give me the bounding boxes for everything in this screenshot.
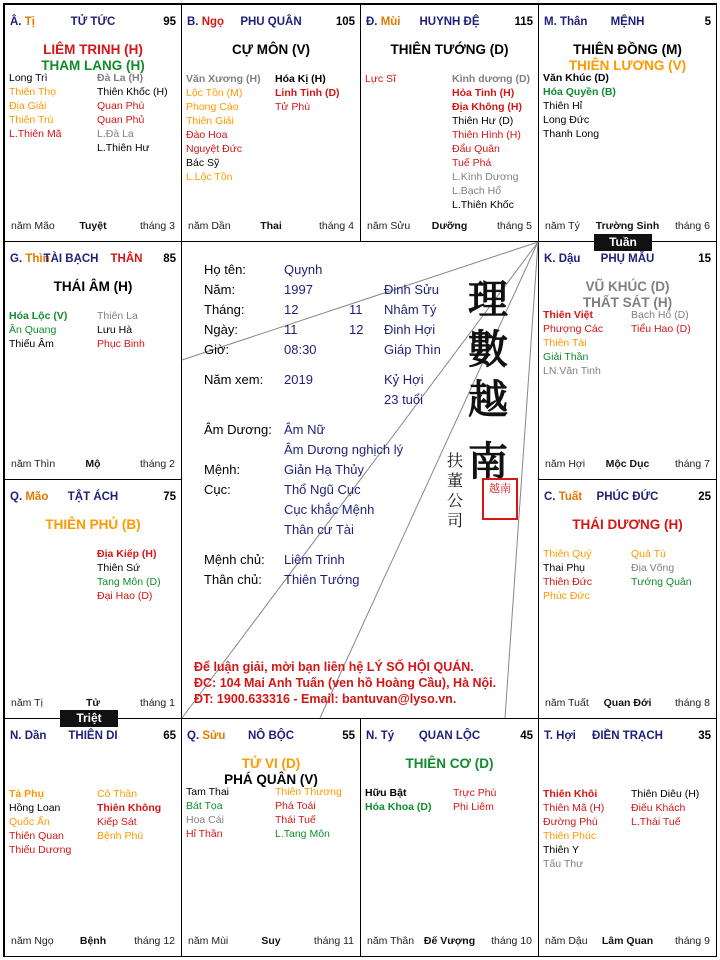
main-star: THÁI ÂM (H) <box>53 279 133 294</box>
hour-label: Giờ: <box>204 342 230 357</box>
year-label: năm Dần <box>188 220 231 232</box>
minor-star: Lưu Hà <box>97 324 133 336</box>
small-calligraphy-2: 董 <box>447 471 464 490</box>
view-year-can: Kỷ Hợi <box>384 372 424 387</box>
life-stage: Quan Đới <box>603 697 652 709</box>
calligraphy-char-1: 理 <box>468 276 508 323</box>
year-label: năm Thìn <box>11 458 56 470</box>
life-stage: Suy <box>261 935 281 947</box>
minor-star: Ân Quang <box>9 324 57 336</box>
menh-chu-value: Liêm Trinh <box>284 552 345 567</box>
minor-star: Đẩu Quân <box>452 143 500 155</box>
year-label: năm Tuất <box>545 697 589 709</box>
palace-branch: B. Ngọ <box>187 16 225 28</box>
minor-star: Long Trì <box>9 72 48 84</box>
palace-branch: M. Thân <box>544 16 588 28</box>
minor-star: Quốc Ấn <box>9 816 50 828</box>
life-stage: Lâm Quan <box>601 935 654 947</box>
minor-star: Bệnh Phù <box>97 830 144 842</box>
palace-branch: N. Dần <box>10 730 47 742</box>
name-label: Họ tên: <box>204 262 246 277</box>
palace-age-number: 105 <box>335 16 355 28</box>
palace-age-number: 115 <box>514 16 533 28</box>
minor-star: Phong Cáo <box>186 101 239 113</box>
minor-star: Địa Kiếp (H) <box>97 548 157 560</box>
life-stage: Bệnh <box>79 935 107 947</box>
month-label: tháng 5 <box>496 220 532 232</box>
cuc-note: Cục khắc Mệnh <box>284 502 375 517</box>
than-marker: THÂN <box>110 253 143 265</box>
month-label: tháng 7 <box>674 458 710 470</box>
minor-star: Hóa Quyền (B) <box>543 86 616 98</box>
main-star: THÁI DƯƠNG (H) <box>572 517 683 532</box>
minor-star: Thái Tuế <box>275 814 316 826</box>
minor-star: Thiên Mã (H) <box>543 802 605 814</box>
palace-branch: N. Tý <box>366 730 395 742</box>
palace-age-number: 35 <box>698 730 711 742</box>
minor-star: Hóa Lộc (V) <box>9 310 68 322</box>
palace-name: PHỤ MẪU <box>600 253 655 265</box>
minor-star: Long Đức <box>543 114 590 126</box>
month-label: tháng 12 <box>134 935 175 947</box>
main-star: CỰ MÔN (V) <box>232 42 310 57</box>
month-label: tháng 2 <box>139 458 175 470</box>
minor-star: L.Thiên Hư <box>97 142 150 154</box>
minor-star: Quan Phù <box>97 100 145 112</box>
minor-star: Đà La (H) <box>97 72 144 84</box>
life-stage: Thai <box>260 220 282 232</box>
hour-can: Giáp Thìn <box>384 342 441 357</box>
contact-phone-email: ĐT: 1900.633316 - Email: bantuvan@lyso.vn. <box>194 692 457 706</box>
month-label: tháng 4 <box>318 220 354 232</box>
minor-star: Thiên Thương <box>275 786 342 798</box>
small-calligraphy-4: 司 <box>447 511 464 530</box>
minor-star: L.Thiên Mã <box>9 128 62 140</box>
year-value: 1997 <box>284 282 313 297</box>
minor-star: Thiên Diêu (H) <box>631 788 700 800</box>
palace-age-number: 15 <box>698 253 711 265</box>
palace-age-number: 85 <box>163 253 176 265</box>
minor-star: LN.Văn Tinh <box>543 365 601 377</box>
life-stage: Mộc Dục <box>605 458 650 470</box>
minor-star: L.Lộc Tồn <box>186 171 233 183</box>
day-value: 11 <box>284 322 298 337</box>
minor-star: Phúc Đức <box>543 590 590 602</box>
hour-value: 08:30 <box>284 342 317 357</box>
minor-star: Thanh Long <box>543 128 600 140</box>
minor-star: Thiên Đức <box>543 576 593 588</box>
amduong-value: Âm Nữ <box>284 422 326 437</box>
minor-star: Giải Thần <box>543 351 589 363</box>
palace-age-number: 55 <box>342 730 355 742</box>
minor-star: Thiên Y <box>543 844 579 856</box>
year-label: năm Mão <box>11 220 55 232</box>
minor-star: Thiên Hỉ <box>543 100 583 112</box>
year-label: năm Mùi <box>188 935 229 947</box>
minor-star: Thiên Phúc <box>543 830 597 842</box>
minor-star: L.Bạch Hổ <box>452 185 502 197</box>
minor-star: Hỉ Thần <box>186 828 223 840</box>
minor-star: Điếu Khách <box>631 802 686 814</box>
palace-name: QUAN LỘC <box>418 730 481 742</box>
minor-star: L.Đà La <box>97 128 134 140</box>
palace-age-number: 65 <box>163 730 176 742</box>
minor-star: L.Thiên Khốc <box>452 199 514 211</box>
minor-star: Thiên Khốc (H) <box>97 86 168 98</box>
minor-star: Cô Thần <box>97 788 138 800</box>
minor-star: Thiếu Âm <box>9 338 54 350</box>
name-value: Quynh <box>284 262 323 277</box>
month-value: 12 <box>284 302 299 317</box>
palace-branch: Â. Tị <box>10 16 35 28</box>
minor-star: Quan Phủ <box>97 114 145 126</box>
red-seal-stamp: 越南 <box>482 478 518 520</box>
life-stage: Mộ <box>85 458 101 470</box>
minor-star: Thiên Quý <box>543 548 592 560</box>
main-star: THIÊN PHỦ (B) <box>45 517 141 532</box>
minor-star: Bác Sỹ <box>186 157 220 169</box>
main-star: THIÊN ĐỒNG (M) <box>573 42 682 57</box>
minor-star: Kình dương (D) <box>452 73 531 85</box>
palace-name: PHÚC ĐỨC <box>596 491 659 503</box>
minor-star: Lực Sĩ <box>365 73 396 85</box>
menh-chu-label: Mệnh chủ: <box>204 552 265 567</box>
main-star: THẤT SÁT (H) <box>582 295 673 310</box>
calligraphy-char-3: 越 <box>468 376 508 423</box>
main-star: THAM LANG (H) <box>41 58 145 73</box>
tuan-marker: Tuần <box>594 234 652 251</box>
palace-name: TÀI BẠCH THÂN <box>43 253 143 265</box>
minor-star: Phượng Các <box>543 323 604 335</box>
year-label: Năm: <box>204 282 236 297</box>
palace-branch: Đ. Mùi <box>366 16 401 28</box>
year-can: Đinh Sửu <box>384 282 439 297</box>
life-stage: Tử <box>85 697 101 709</box>
year-label: năm Sửu <box>367 220 411 232</box>
palace-age-number: 5 <box>704 16 711 28</box>
minor-star: Hoa Cái <box>186 814 224 826</box>
minor-star: Hữu Bật <box>365 787 407 799</box>
than-chu-label: Thân chủ: <box>204 572 262 587</box>
minor-star: L.Tang Môn <box>275 828 330 840</box>
year-label: năm Thân <box>367 935 415 947</box>
triet-marker: Triệt <box>60 710 118 727</box>
main-star: TỬ VI (D) <box>241 756 301 771</box>
amduong-label: Âm Dương: <box>204 422 272 437</box>
minor-star: Thiếu Dương <box>9 844 72 856</box>
minor-star: Bát Tọa <box>186 800 223 812</box>
palace-name: MỆNH <box>610 16 645 28</box>
minor-star: Thiên Tài <box>543 337 587 349</box>
month-lunar: 11 <box>349 302 363 317</box>
main-star: THIÊN TƯỚNG (D) <box>390 42 509 57</box>
small-calligraphy-3: 公 <box>447 491 464 510</box>
minor-star: Đường Phù <box>543 816 598 828</box>
palace-branch: T. Hợi <box>544 730 576 742</box>
month-label: tháng 10 <box>491 935 532 947</box>
than-chu-value: Thiên Tướng <box>284 572 360 587</box>
day-can: Đinh Hợi <box>384 322 436 337</box>
palace-name: ĐIỀN TRẠCH <box>592 730 663 742</box>
minor-star: Hóa Kị (H) <box>275 73 326 85</box>
minor-star: Linh Tinh (D) <box>275 87 340 99</box>
minor-star: Địa Không (H) <box>452 101 522 113</box>
minor-star: Nguyệt Đức <box>186 143 243 155</box>
minor-star: Tấu Thư <box>543 858 584 870</box>
minor-star: Địa Giải <box>9 100 47 112</box>
year-label: năm Tý <box>545 220 580 232</box>
minor-star: Lộc Tồn (M) <box>186 87 243 99</box>
minor-star: Đại Hao (D) <box>97 590 153 602</box>
month-label: tháng 6 <box>674 220 710 232</box>
menh-label: Mệnh: <box>204 462 241 477</box>
menh-value: Giản Hạ Thủy <box>284 462 364 477</box>
minor-star: Địa Võng <box>631 562 675 574</box>
calligraphy-char-2: 數 <box>468 326 508 373</box>
palace-branch: Q. Sửu <box>187 730 226 742</box>
minor-star: Phá Toái <box>275 800 316 812</box>
minor-star: Hóa Khoa (D) <box>365 801 432 813</box>
main-star: LIÊM TRINH (H) <box>43 42 143 57</box>
year-label: năm Dậu <box>545 935 588 947</box>
palace-name: TỬ TỨC <box>70 16 116 28</box>
month-label: tháng 11 <box>313 935 354 947</box>
view-year-value: 2019 <box>284 372 313 387</box>
age-value: 23 tuổi <box>384 392 424 407</box>
year-label: năm Tị <box>11 697 43 709</box>
minor-star: Tuế Phá <box>452 157 492 169</box>
palace-age-number: 75 <box>163 491 176 503</box>
minor-star: Tang Môn (D) <box>97 576 161 588</box>
day-label: Ngày: <box>204 322 238 337</box>
minor-star: Thiên Không <box>97 802 162 814</box>
year-label: năm Hợi <box>545 458 586 470</box>
month-label: tháng 9 <box>674 935 710 947</box>
minor-star: Tiểu Hao (D) <box>631 323 691 335</box>
minor-star: Thiên Khôi <box>543 788 598 800</box>
minor-star: Thiên Sứ <box>97 562 141 574</box>
minor-star: L.Kình Dương <box>452 171 519 183</box>
minor-star: Tướng Quân <box>631 576 692 588</box>
minor-star: Bạch Hổ (D) <box>631 309 689 321</box>
minor-star: Thiên Trù <box>9 114 54 126</box>
palace-branch: G. Thìn <box>10 253 50 265</box>
minor-star: Đào Hoa <box>186 129 228 141</box>
cuc-label: Cục: <box>204 482 231 497</box>
calligraphy-char-4: 南 <box>468 438 508 485</box>
month-label: tháng 1 <box>139 697 175 709</box>
palace-branch: K. Dậu <box>544 253 581 265</box>
cuc-value: Thổ Ngũ Cục <box>284 482 361 497</box>
minor-star: Tam Thai <box>186 786 229 798</box>
minor-star: Tả Phụ <box>9 788 45 800</box>
palace-branch: Q. Mão <box>10 491 49 503</box>
month-label: tháng 8 <box>674 697 710 709</box>
main-star: THIÊN LƯƠNG (V) <box>568 58 687 73</box>
palace-branch: C. Tuất <box>544 491 583 503</box>
palace-name: THIÊN DI <box>68 730 118 742</box>
minor-star: Thiên Hình (H) <box>452 129 521 141</box>
main-star: VŨ KHÚC (D) <box>585 279 670 294</box>
minor-star: Thiên Hư (D) <box>452 115 514 127</box>
palace-name: NÔ BỘC <box>248 730 294 742</box>
life-stage: Dưỡng <box>431 220 468 232</box>
palace-name: HUYNH ĐỆ <box>419 16 480 28</box>
palace-name: PHU QUÂN <box>240 16 302 28</box>
minor-star: L.Thái Tuế <box>631 816 681 828</box>
minor-star: Tử Phù <box>275 101 311 113</box>
minor-star: Thiên Việt <box>543 309 593 321</box>
small-calligraphy-1: 扶 <box>447 451 464 470</box>
contact-address: ĐC: 104 Mai Anh Tuấn (ven hồ Hoàng Cầu), Hà Nội. <box>194 676 497 690</box>
minor-star: Quả Tú <box>631 548 666 560</box>
contact-line-1: Để luận giải, mời bạn liên hệ LÝ SỐ HỘI QUÁN. <box>194 660 474 674</box>
minor-star: Thai Phụ <box>543 562 586 574</box>
minor-star: Hỏa Tinh (H) <box>452 87 515 99</box>
minor-star: Thiên Quan <box>9 830 64 842</box>
minor-star: Thiên La <box>97 310 138 322</box>
life-stage: Đế Vượng <box>423 935 476 947</box>
palace-age-number: 25 <box>698 491 711 503</box>
minor-star: Thiên Thọ <box>9 86 57 98</box>
view-year-label: Năm xem: <box>204 372 264 387</box>
minor-star: Thiên Giải <box>186 115 234 127</box>
life-stage: Trường Sinh <box>595 220 660 232</box>
amduong-note: Âm Dương nghịch lý <box>284 442 404 457</box>
life-stage: Tuyệt <box>79 220 107 232</box>
minor-star: Phi Liêm <box>453 801 494 813</box>
minor-star: Phục Binh <box>97 338 145 350</box>
main-star: PHÁ QUÂN (V) <box>224 772 318 787</box>
minor-star: Văn Xương (H) <box>186 73 261 85</box>
day-lunar: 12 <box>349 322 364 337</box>
minor-star: Văn Khúc (D) <box>543 72 609 84</box>
month-label: tháng 3 <box>139 220 175 232</box>
palace-name: TẬT ÁCH <box>67 491 119 503</box>
year-label: năm Ngọ <box>11 935 54 947</box>
month-can: Nhâm Tý <box>384 302 437 317</box>
minor-star: Hồng Loan <box>9 802 61 814</box>
than-cu-note: Thân cư Tài <box>284 522 354 537</box>
palace-age-number: 45 <box>520 730 533 742</box>
palace-age-number: 95 <box>163 16 176 28</box>
main-star: THIÊN CƠ (D) <box>405 756 494 771</box>
minor-star: Trực Phù <box>453 787 497 799</box>
minor-star: Kiếp Sát <box>97 816 137 828</box>
month-label: Tháng: <box>204 302 245 317</box>
